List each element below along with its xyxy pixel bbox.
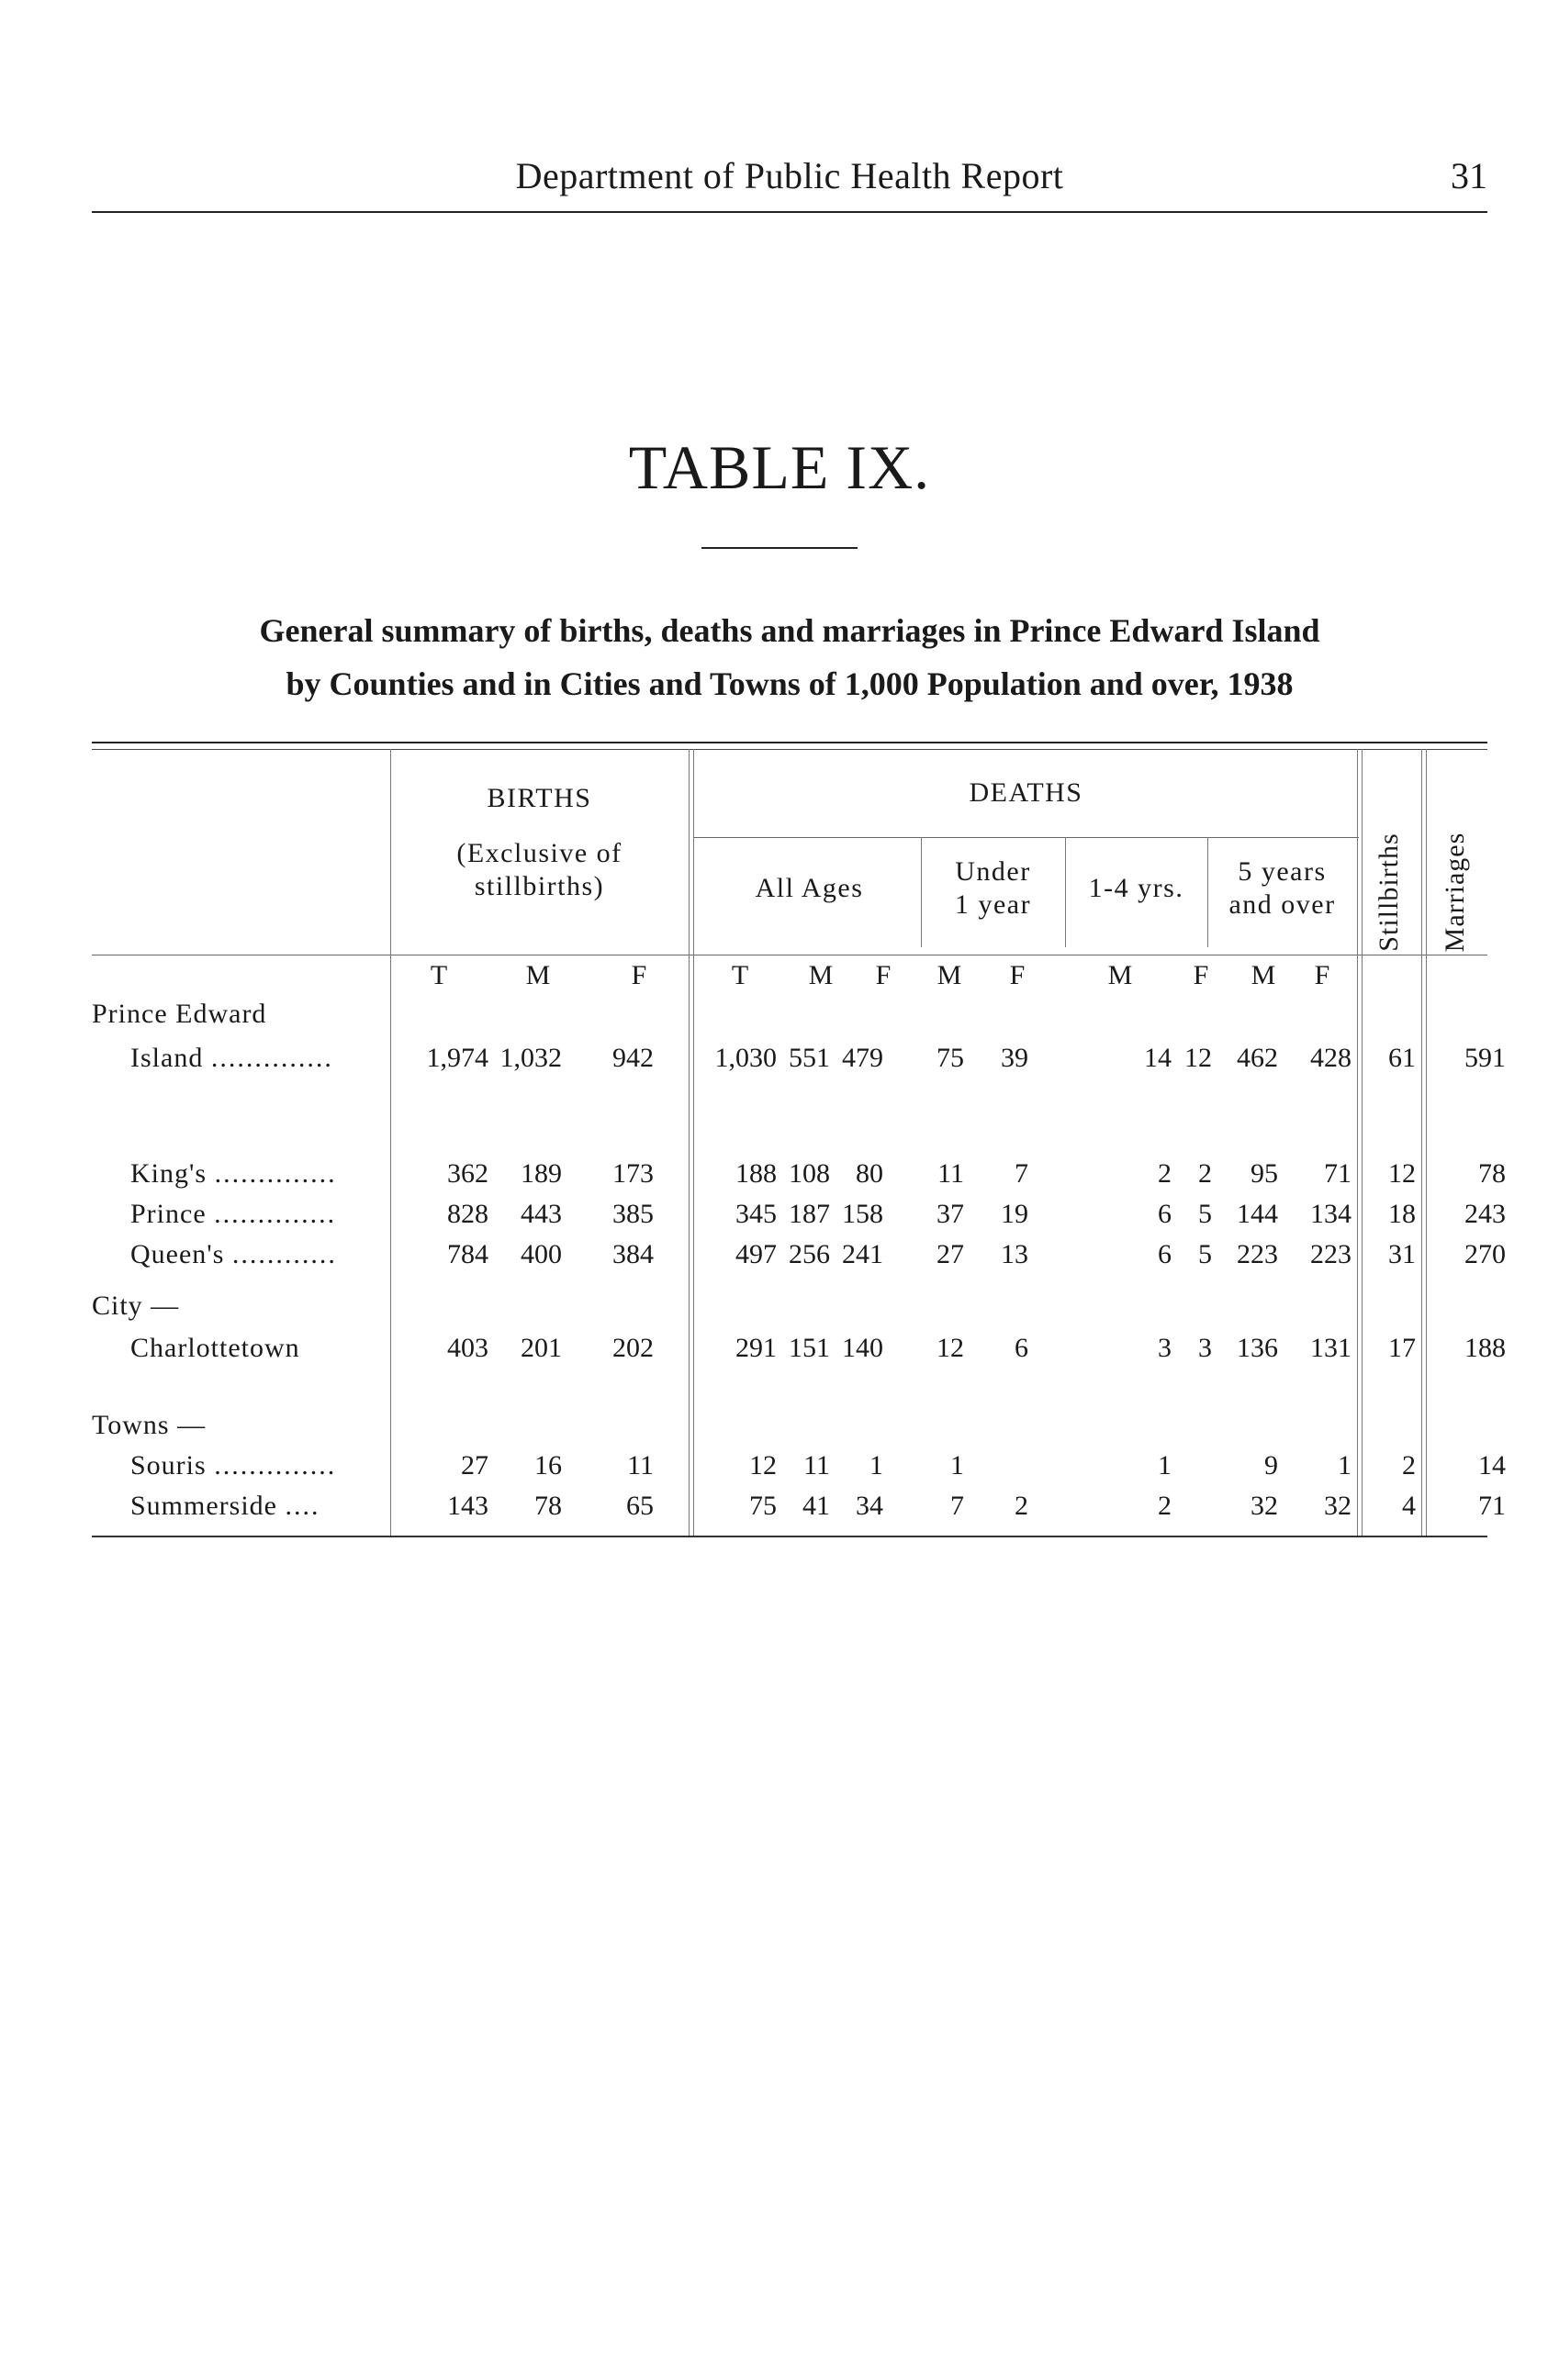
cell-kings-births-t: 362 (447, 1158, 488, 1189)
cell-prince-y14-m: 6 (1158, 1199, 1172, 1229)
table-top-rule-thin (92, 749, 1487, 750)
cell-queens-births-m: 400 (521, 1239, 562, 1269)
caption-line-2: by Counties and in Cities and Towns of 1,000 Population and over, 1938 (286, 665, 1294, 702)
cell-charlottetown-births-m: 201 (521, 1333, 562, 1363)
cell-prince-births-f: 385 (612, 1199, 654, 1229)
cell-kings-y14-m: 2 (1158, 1158, 1172, 1189)
header-deaths: DEATHS (969, 777, 1083, 808)
cell-summerside-births-m: 78 (534, 1491, 562, 1521)
cell-summerside-y5-m: 32 (1251, 1491, 1278, 1521)
cell-prince-all-m: 187 (789, 1199, 830, 1229)
cell-kings-u1-f: 7 (1015, 1158, 1028, 1189)
cell-island-all-t: 1,030 (714, 1043, 777, 1073)
cell-island-y5-f: 428 (1310, 1043, 1352, 1073)
deaths-subrule (693, 837, 1359, 838)
cell-souris-births-f: 11 (627, 1450, 654, 1481)
cell-kings-all-f: 80 (856, 1158, 883, 1189)
caption-line-1: General summary of births, deaths and marriages in Prince Edward Island (259, 612, 1320, 649)
cell-summerside-births-t: 143 (447, 1491, 488, 1521)
page-number: 31 (1451, 155, 1487, 196)
cell-kings-y14-f: 2 (1198, 1158, 1212, 1189)
cell-kings-y5-m: 95 (1251, 1158, 1278, 1189)
header-births-note-1: (Exclusive of (456, 838, 622, 868)
cell-summerside-u1-f: 2 (1015, 1491, 1028, 1521)
cell-prince-y5-m: 144 (1237, 1199, 1278, 1229)
cell-prince-births-t: 828 (447, 1199, 488, 1229)
sub-all-ages-m: M (808, 960, 834, 990)
cell-island-marriages: 591 (1464, 1043, 1506, 1073)
running-title: Department of Public Health Report (515, 155, 1064, 196)
header-all-ages: All Ages (755, 873, 864, 903)
running-head (92, 154, 1487, 211)
section-label-towns: Towns — (92, 1410, 207, 1440)
row-label-summerside: Summerside .... (130, 1491, 320, 1521)
cell-charlottetown-u1-f: 6 (1015, 1333, 1028, 1363)
cell-souris-y5-m: 9 (1264, 1450, 1278, 1481)
cell-charlottetown-y14-m: 3 (1158, 1333, 1172, 1363)
cell-charlottetown-y5-m: 136 (1237, 1333, 1278, 1363)
cell-charlottetown-y14-f: 3 (1198, 1333, 1212, 1363)
sub-under-1-m: M (937, 960, 962, 990)
cell-summerside-y14-m: 2 (1158, 1491, 1172, 1521)
sub-births-f: F (631, 960, 647, 990)
cell-island-y5-m: 462 (1237, 1043, 1278, 1073)
cell-souris-births-t: 27 (461, 1450, 488, 1481)
cell-kings-y5-f: 71 (1324, 1158, 1352, 1189)
cell-summerside-marriages: 71 (1478, 1491, 1506, 1521)
sub-1-4-f: F (1193, 960, 1209, 990)
sub-births-t: T (430, 960, 448, 990)
row-label-queens: Queen's ............ (130, 1239, 337, 1269)
cell-charlottetown-births-t: 403 (447, 1333, 488, 1363)
cell-summerside-births-f: 65 (626, 1491, 654, 1521)
cell-queens-all-m: 256 (789, 1239, 830, 1269)
cell-kings-u1-m: 11 (937, 1158, 964, 1189)
cell-prince-y14-f: 5 (1198, 1199, 1212, 1229)
sub-5-over-f: F (1314, 960, 1330, 990)
cell-queens-births-f: 384 (612, 1239, 654, 1269)
header-5-years-line-2: and over (1228, 889, 1336, 920)
cell-queens-marriages: 270 (1464, 1239, 1506, 1269)
section-label-pei: Prince Edward (92, 999, 267, 1029)
row-label-prince: Prince .............. (130, 1199, 337, 1229)
cell-souris-u1-m: 1 (950, 1450, 964, 1481)
cell-queens-y5-f: 223 (1310, 1239, 1352, 1269)
row-label-island: Island .............. (130, 1043, 333, 1073)
sub-5-over-m: M (1251, 960, 1276, 990)
title-rule (701, 547, 858, 549)
cell-kings-all-t: 188 (735, 1158, 777, 1189)
cell-island-births-m: 1,032 (499, 1043, 562, 1073)
sub-all-ages-f: F (875, 960, 892, 990)
cell-summerside-u1-m: 7 (950, 1491, 964, 1521)
row-label-souris: Souris .............. (130, 1450, 337, 1481)
cell-souris-stillbirths: 2 (1402, 1450, 1416, 1481)
cell-queens-all-f: 241 (842, 1239, 883, 1269)
header-under-1-line-1: Under (955, 856, 1031, 887)
cell-kings-births-m: 189 (521, 1158, 562, 1189)
cell-queens-y5-m: 223 (1237, 1239, 1278, 1269)
col-sep-births-double (693, 749, 694, 1536)
cell-prince-stillbirths: 18 (1388, 1199, 1416, 1229)
col-sep-deaths (1357, 749, 1358, 1536)
sub-1-4-m: M (1107, 960, 1133, 990)
cell-souris-all-m: 11 (803, 1450, 830, 1481)
section-label-city: City — (92, 1291, 180, 1321)
cell-island-births-f: 942 (612, 1043, 654, 1073)
cell-island-y14-m: 14 (1144, 1043, 1172, 1073)
cell-prince-all-f: 158 (842, 1199, 883, 1229)
cell-prince-u1-m: 37 (937, 1199, 964, 1229)
cell-charlottetown-y5-f: 131 (1310, 1333, 1352, 1363)
cell-prince-y5-f: 134 (1310, 1199, 1352, 1229)
cell-kings-stillbirths: 12 (1388, 1158, 1416, 1189)
cell-summerside-all-t: 75 (749, 1491, 777, 1521)
cell-charlottetown-births-f: 202 (612, 1333, 654, 1363)
header-stillbirths: Stillbirths (1374, 832, 1404, 952)
header-under-1-line-2: 1 year (954, 889, 1032, 920)
cell-souris-y5-f: 1 (1338, 1450, 1352, 1481)
table-top-rule (92, 742, 1487, 743)
row-label-charlottetown: Charlottetown (130, 1333, 300, 1363)
cell-prince-u1-f: 19 (1001, 1199, 1028, 1229)
col-sep-stillbirths-double (1426, 749, 1427, 1536)
cell-souris-all-t: 12 (749, 1450, 777, 1481)
cell-island-u1-f: 39 (1001, 1043, 1028, 1073)
cell-charlottetown-marriages: 188 (1464, 1333, 1506, 1363)
col-sep-deaths-double (1362, 749, 1363, 1536)
cell-charlottetown-all-t: 291 (735, 1333, 777, 1363)
cell-souris-all-f: 1 (869, 1450, 883, 1481)
table-caption (92, 604, 1487, 710)
cell-prince-all-t: 345 (735, 1199, 777, 1229)
cell-queens-u1-m: 27 (937, 1239, 964, 1269)
cell-souris-births-m: 16 (534, 1450, 562, 1481)
cell-summerside-all-f: 34 (856, 1491, 883, 1521)
row-label-kings: King's .............. (130, 1158, 337, 1189)
table-bottom-rule (92, 1536, 1487, 1537)
cell-charlottetown-all-f: 140 (842, 1333, 883, 1363)
cell-island-y14-f: 12 (1184, 1043, 1212, 1073)
cell-kings-all-m: 108 (789, 1158, 830, 1189)
cell-summerside-all-m: 41 (802, 1491, 830, 1521)
sub-births-m: M (525, 960, 551, 990)
col-sep-births (689, 749, 690, 1536)
cell-summerside-stillbirths: 4 (1402, 1491, 1416, 1521)
cell-queens-all-t: 497 (735, 1239, 777, 1269)
cell-prince-births-m: 443 (521, 1199, 562, 1229)
header-1-4-years: 1-4 yrs. (1088, 873, 1184, 903)
header-marriages: Marriages (1440, 832, 1470, 953)
cell-prince-marriages: 243 (1464, 1199, 1506, 1229)
header-5-years-line-1: 5 years (1238, 856, 1327, 887)
cell-kings-births-f: 173 (612, 1158, 654, 1189)
cell-charlottetown-stillbirths: 17 (1388, 1333, 1416, 1363)
cell-summerside-y5-f: 32 (1324, 1491, 1352, 1521)
cell-souris-marriages: 14 (1478, 1450, 1506, 1481)
cell-charlottetown-all-m: 151 (789, 1333, 830, 1363)
cell-kings-marriages: 78 (1478, 1158, 1506, 1189)
cell-queens-y14-m: 6 (1158, 1239, 1172, 1269)
cell-souris-y14-m: 1 (1158, 1450, 1172, 1481)
cell-charlottetown-u1-m: 12 (937, 1333, 964, 1363)
cell-island-births-t: 1,974 (426, 1043, 488, 1073)
cell-queens-y14-f: 5 (1198, 1239, 1212, 1269)
header-births: BIRTHS (487, 783, 592, 813)
sub-all-ages-t: T (731, 960, 749, 990)
cell-island-all-f: 479 (842, 1043, 883, 1073)
header-births-note-2: stillbirths) (474, 871, 605, 901)
cell-queens-u1-f: 13 (1001, 1239, 1028, 1269)
table-title: TABLE IX. (628, 432, 931, 502)
col-sep-stillbirths (1421, 749, 1422, 1536)
cell-queens-births-t: 784 (447, 1239, 488, 1269)
cell-island-u1-m: 75 (937, 1043, 964, 1073)
cell-island-all-m: 551 (789, 1043, 830, 1073)
cell-queens-stillbirths: 31 (1388, 1239, 1416, 1269)
cell-island-stillbirths: 61 (1388, 1043, 1416, 1073)
sub-under-1-f: F (1009, 960, 1026, 990)
header-rule (92, 211, 1487, 213)
